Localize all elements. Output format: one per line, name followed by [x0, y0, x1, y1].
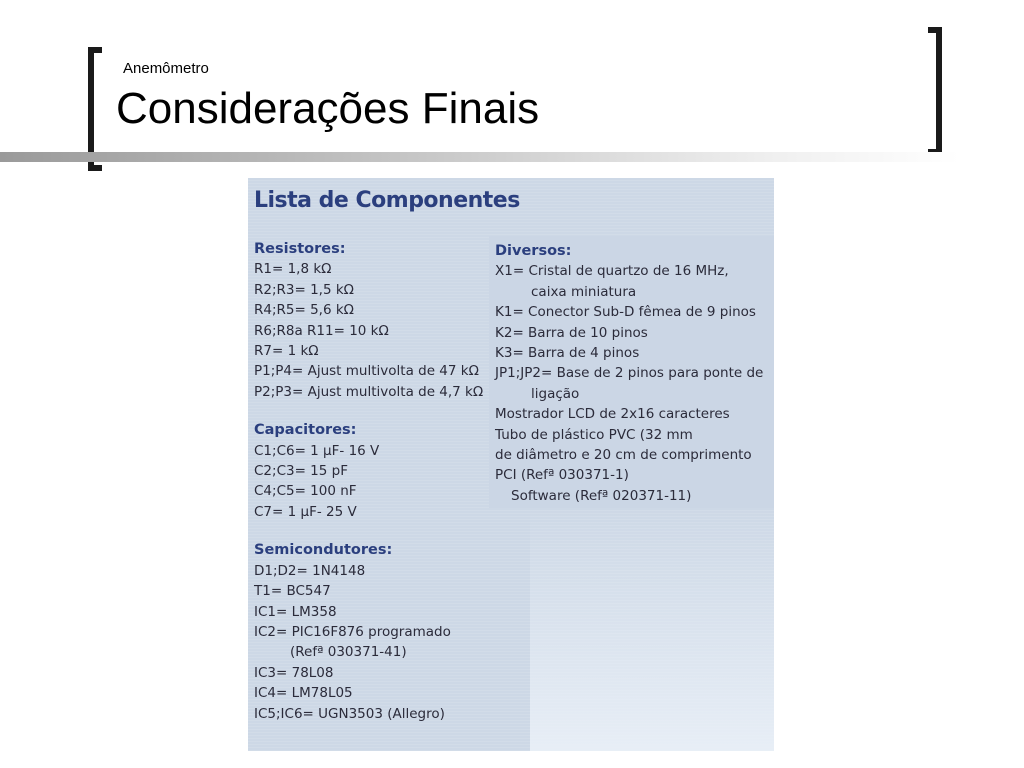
list-item: R1= 1,8 kΩ: [254, 261, 332, 278]
title-underline-bar: [0, 152, 960, 162]
list-item: IC2= PIC16F876 programado: [254, 623, 451, 640]
list-item: (Refª 030371-41): [290, 644, 407, 661]
list-item: P1;P4= Ajust multivolta de 47 kΩ: [254, 363, 479, 380]
list-item: R6;R8a R11= 10 kΩ: [254, 322, 389, 339]
resistores-heading: Resistores:: [254, 241, 346, 257]
capacitores-heading: Capacitores:: [254, 422, 357, 439]
list-item: C7= 1 µF- 25 V: [254, 503, 357, 520]
list-item: PCI (Refª 030371-1): [495, 467, 629, 484]
list-item: C4;C5= 100 nF: [254, 483, 357, 500]
list-item: C1;C6= 1 µF- 16 V: [254, 442, 380, 459]
list-item: caixa miniatura: [531, 283, 637, 300]
component-list-heading: Lista de Componentes: [254, 188, 520, 213]
list-item: R2;R3= 1,5 kΩ: [254, 281, 354, 298]
list-item: C2;C3= 15 pF: [254, 463, 348, 480]
right-column: [495, 241, 770, 506]
list-item: K3= Barra de 4 pinos: [495, 345, 640, 362]
list-item: K1= Conector Sub-D fêmea de 9 pinos: [495, 304, 756, 321]
diversos-heading: Diversos:: [495, 243, 572, 259]
list-item: P2;P3= Ajust multivolta de 4,7 kΩ: [254, 383, 484, 400]
slide-subtitle: Anemômetro: [123, 60, 209, 77]
list-item: D1;D2= 1N4148: [254, 562, 366, 579]
right-bracket-decoration: [928, 27, 942, 155]
list-item: JP1;JP2= Base de 2 pinos para ponte de: [495, 365, 764, 382]
list-item: Mostrador LCD de 2x16 caracteres: [495, 406, 730, 423]
list-item: Software (Refª 020371-11): [511, 487, 692, 504]
list-item: IC3= 78L08: [254, 664, 334, 681]
left-column: [254, 239, 494, 724]
scan-fade-overlay: [530, 508, 774, 751]
list-item: ligação: [531, 385, 580, 402]
list-item: IC4= LM78L05: [254, 685, 353, 702]
slide-title: Considerações Finais: [116, 84, 540, 133]
list-item: X1= Cristal de quartzo de 16 MHz,: [495, 263, 729, 280]
list-item: R7= 1 kΩ: [254, 343, 319, 360]
list-item: R4;R5= 5,6 kΩ: [254, 302, 354, 319]
list-item: T1= BC547: [254, 583, 331, 600]
semicondutores-heading: Semicondutores:: [254, 542, 393, 559]
list-item: K2= Barra de 10 pinos: [495, 324, 648, 341]
list-item: IC5;IC6= UGN3503 (Allegro): [254, 705, 445, 722]
list-item: Tubo de plástico PVC (32 mm: [495, 426, 693, 443]
component-list-image: [248, 178, 774, 751]
list-item: de diâmetro e 20 cm de comprimento: [495, 447, 752, 464]
list-item: IC1= LM358: [254, 603, 337, 620]
